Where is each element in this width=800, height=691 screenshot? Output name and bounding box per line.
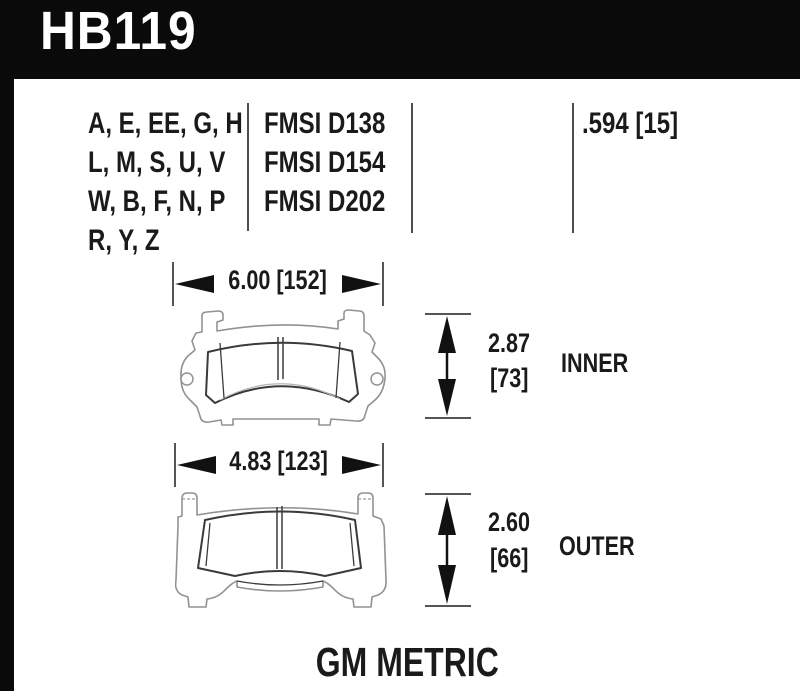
outer-friction-material-outline: [198, 512, 361, 577]
inner-height-dimension: [424, 311, 472, 421]
outer-height-in: 2.60: [488, 507, 531, 537]
platform-name: GM METRIC: [315, 639, 499, 685]
inner-width-value: 6.00 [152]: [228, 265, 328, 295]
vertical-dimension-arrow-icon: [424, 491, 472, 609]
inner-right-abutment-hole: [371, 373, 383, 385]
compound-line: A, E, EE, G, H: [88, 107, 243, 140]
column-divider: [247, 103, 249, 231]
compound-line: W, B, F, N, P: [88, 185, 226, 218]
compound-line: L, M, S, U, V: [88, 146, 226, 179]
outer-width-value: 4.83 [123]: [229, 446, 329, 476]
outer-pad-label: OUTER: [559, 531, 635, 561]
column-divider: [572, 103, 574, 233]
fmsi-list: [264, 104, 416, 221]
fmsi-line: FMSI D202: [264, 185, 386, 218]
outer-pad-drawing: [175, 490, 395, 615]
outer-height-dimension: [424, 491, 472, 609]
pad-thickness: .594 [15]: [582, 107, 679, 140]
column-divider: [411, 103, 413, 233]
outer-width-dimension: [172, 440, 386, 490]
compound-line: R, Y, Z: [88, 224, 160, 257]
inner-left-abutment-hole: [181, 373, 193, 385]
compound-list: [88, 104, 281, 260]
down-arrowhead-icon: [438, 565, 456, 604]
inner-width-dimension: [170, 259, 386, 309]
fmsi-line: FMSI D154: [264, 146, 386, 179]
inner-pad-drawing: [168, 308, 396, 428]
up-arrowhead-icon: [438, 496, 456, 535]
inner-height-mm: [73]: [490, 363, 529, 393]
part-number: HB119: [40, 1, 197, 61]
inner-pad-label: INNER: [561, 348, 629, 378]
inner-height-in: 2.87: [488, 328, 531, 358]
vertical-dimension-arrow-icon: [424, 311, 472, 421]
up-arrowhead-icon: [438, 316, 456, 353]
fmsi-line: FMSI D138: [264, 107, 386, 140]
outer-height-mm: [66]: [490, 543, 529, 573]
down-arrowhead-icon: [438, 379, 456, 416]
